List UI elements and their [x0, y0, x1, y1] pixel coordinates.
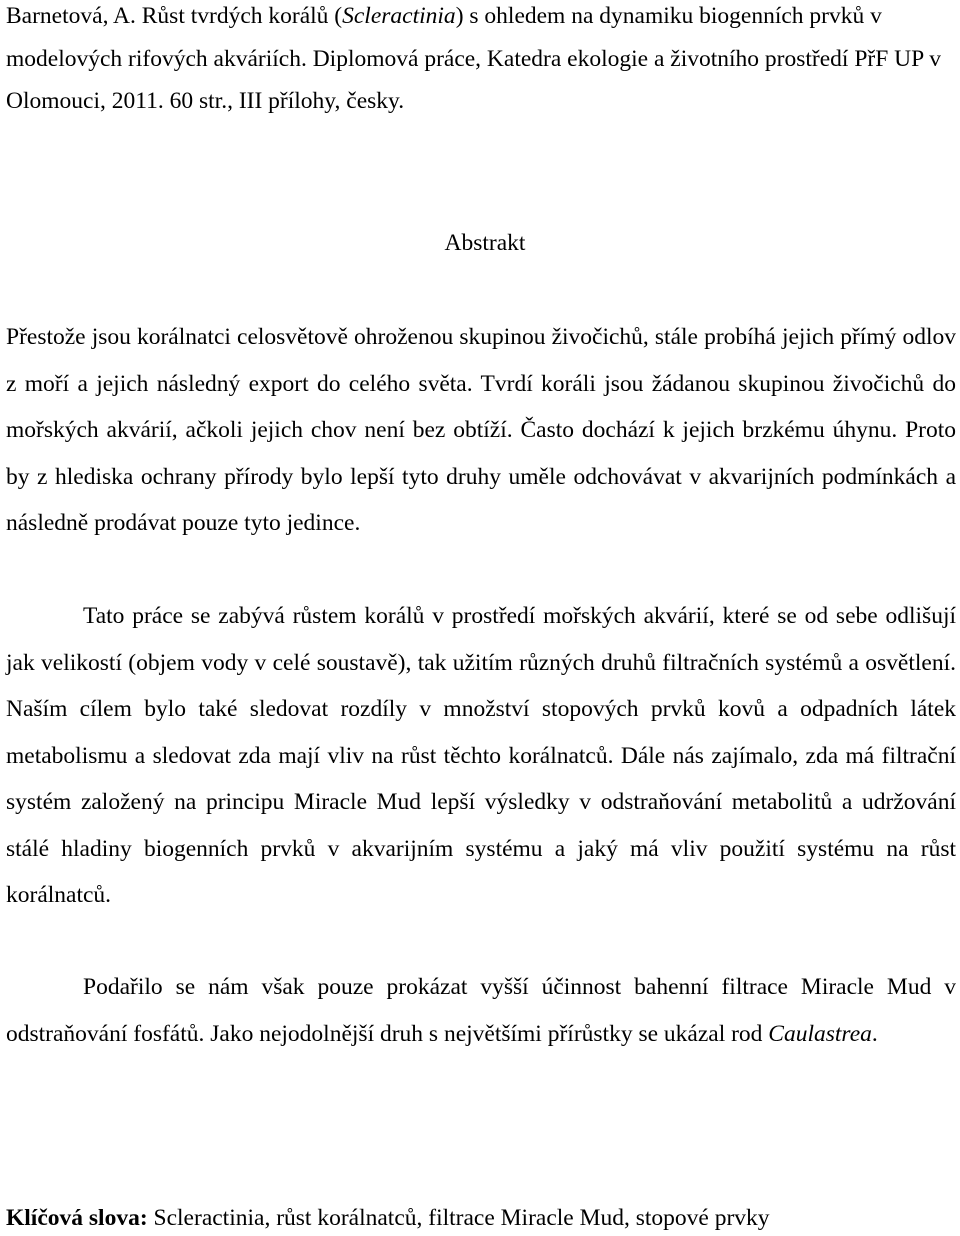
citation-part-1: Barnetová, A. Růst tvrdých korálů ( [6, 3, 343, 29]
paragraph-3-genus: Caulastrea [768, 1020, 872, 1047]
paragraph-3-text: Podařilo se nám však pouze prokázat vyšší účinnost bahenní filtrace Miracle Mud v odstraňování fosfátů. Jako nejodolnější druh s největšími přírůstky se ukázal rod [6, 974, 956, 1047]
citation-part-2: ) s ohledem na dynamiku biogenních prvků v modelových rifových akváriích. Diplomová práce, Katedra ekologie a životního prostředí PřF UP v Olomouci, 2011. 60 str., III přílohy, česky. [6, 3, 941, 114]
abstract-paragraph-1: Přestože jsou korálnatci celosvětově ohroženou skupinou živočichů, stále probíhá jejich přímý odlov z moří a jejich následný export do celého světa. Tvrdí koráli jsou žádanou skupinou živočichů do mořských akvárií, ačkoli jejich chov není bez obtíží. Často dochází k jejich brzkému úhynu. Proto by z hlediska ochrany přírody bylo lepší tyto druhy uměle odchovávat v akvarijních podmínkách a následně prodávat pouze tyto jedince. [6, 324, 956, 536]
keywords-line [6, 1200, 956, 1236]
paragraph-3-end: . [871, 1020, 878, 1047]
abstract-paragraph-3 [6, 964, 956, 1057]
abstract-paragraph-2: Tato práce se zabývá růstem korálů v prostředí mořských akvárií, které se od sebe odlišují jak velikostí (objem vody v celé soustavě), tak užitím různých druhů filtračních systémů a osvětlení. Naším cílem bylo také sledovat rozdíly v množství stopových prvků kovů a odpadních látek metabolismu a sledovat zda mají vliv na růst těchto korálnatců. Dále nás zajímalo, zda má filtrační systém založený na principu Miracle Mud lepší výsledky v odstraňování metabolitů a udržování stálé hladiny biogenních prvků v akvarijním systému a jaký má vliv použití systému na růst korálnatců. [6, 603, 956, 908]
citation-italic-term: Scleractinia [342, 3, 456, 29]
citation [6, 0, 956, 123]
abstract-heading: Abstrakt [444, 230, 526, 256]
keywords-label: Klíčová slova: [6, 1205, 148, 1231]
keywords-text: Scleractinia, růst korálnatců, filtrace Miracle Mud, stopové prvky [147, 1205, 770, 1231]
